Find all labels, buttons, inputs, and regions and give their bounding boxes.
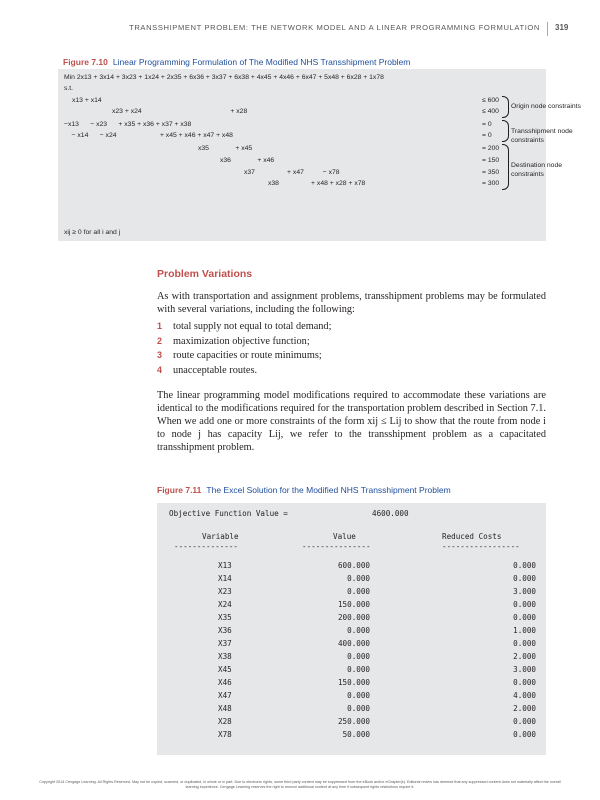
figure-7-11-number: Figure 7.11 (157, 485, 202, 495)
header-rule: --------------- (302, 542, 371, 551)
value-cell: 0.000 (347, 587, 370, 596)
figure-7-10-title: Linear Programming Formulation of The Modified NHS Transshipment Problem (112, 57, 411, 67)
variable-cell: X14 (218, 574, 232, 583)
constraint-row: x35 + x45 (198, 145, 253, 152)
table-row (157, 678, 546, 690)
variable-cell: X28 (218, 717, 232, 726)
list-item: 4 unacceptable routes. (157, 364, 258, 376)
table-row (157, 587, 546, 599)
table-row (157, 561, 546, 573)
constraint-rhs: = 200 (482, 145, 500, 152)
variable-cell: X36 (218, 626, 232, 635)
variable-cell: X23 (218, 587, 232, 596)
variable-cell: X38 (218, 652, 232, 661)
constraint-rhs: = 0 (482, 132, 492, 139)
origin-node-label: Origin node constraints (511, 103, 581, 110)
constraint-row: x13 + x14 (72, 97, 102, 104)
list-item: 1 total supply not equal to total demand; (157, 321, 332, 332)
running-head-title: TRANSSHIPMENT PROBLEM: THE NETWORK MODEL AND A LINEAR PROGRAMMING FORMULATION (129, 23, 540, 32)
table-row (157, 717, 546, 729)
col-header-variable: Variable (202, 532, 239, 541)
variable-cell: X78 (218, 730, 232, 739)
excel-solution-output (157, 503, 546, 755)
reduced-cost-cell: 0.000 (513, 574, 536, 583)
copyright-footer: Copyright 2014 Cengage Learning. All Rights Reserved. May not be copied, scanned, or duplicated, in whole or in part. Due to electronic rights, some third party content may be suppressed from the eBook and/or eChapter(s). Editorial review has deemed that any suppressed content does not materially affect the overall learning experience. Cengage Learning reserves the right to remove additional content at any time if subsequent rights restrictions require it. (39, 780, 561, 789)
variations-intro-paragraph: As with transportation and assignment problems, transshipment problems may be formulated with several variations, including the following: (157, 291, 546, 315)
table-row (157, 626, 546, 638)
lp-formulation-box (58, 69, 581, 241)
objective-function-label: Objective Function Value = (169, 509, 288, 518)
col-header-reduced-costs: Reduced Costs (442, 532, 502, 541)
origin-brace (502, 96, 509, 118)
reduced-cost-cell: 0.000 (513, 639, 536, 648)
figure-7-10-caption (63, 57, 410, 67)
constraint-row: − x14 − x24 + x45 + x46 + x47 + x48 (64, 132, 233, 139)
constraint-rhs: = 0 (482, 121, 492, 128)
subject-to-label: s.t. (64, 85, 74, 92)
transshipment-brace (502, 120, 509, 142)
table-row (157, 613, 546, 625)
reduced-cost-cell: 0.000 (513, 561, 536, 570)
header-rule: -------------- (174, 542, 239, 551)
reduced-cost-cell: 2.000 (513, 652, 536, 661)
reduced-cost-cell: 0.000 (513, 600, 536, 609)
running-head (0, 22, 600, 36)
table-row (157, 730, 546, 742)
variable-cell: X13 (218, 561, 232, 570)
reduced-cost-cell: 4.000 (513, 691, 536, 700)
objective-function: Min 2x13 + 3x14 + 3x23 + 1x24 + 2x35 + 6x36 + 3x37 + 6x38 + 4x45 + 4x46 + 6x47 + 5x48 + 6x28 + 1x78 (64, 74, 384, 81)
nonnegativity-constraint: xij ≥ 0 for all i and j (64, 229, 121, 236)
variable-cell: X46 (218, 678, 232, 687)
reduced-cost-cell: 0.000 (513, 678, 536, 687)
variations-list (157, 321, 331, 379)
constraint-rhs: = 150 (482, 157, 500, 164)
value-cell: 0.000 (347, 652, 370, 661)
value-cell: 400.000 (337, 639, 370, 648)
reduced-cost-cell: 0.000 (513, 717, 536, 726)
reduced-cost-cell: 0.000 (513, 613, 536, 622)
capacitated-paragraph: The linear programming model modifications required to accommodate these variations are identical to the modifications required for the transportation problem described in Section 7.1. When we add one or more constraints of the form xij ≤ Lij to show that the route from node i to node j has capacity Lij, we refer to the transshipment problem as a capacitated transshipment problem. (157, 390, 546, 453)
running-head-divider (547, 22, 548, 36)
value-cell: 0.000 (347, 704, 370, 713)
value-cell: 150.000 (337, 600, 370, 609)
constraint-row: x36 + x46 (220, 157, 275, 164)
table-row (157, 652, 546, 664)
variable-cell: X24 (218, 600, 232, 609)
figure-7-10-number: Figure 7.10 (63, 57, 108, 67)
value-cell: 250.000 (337, 717, 370, 726)
reduced-cost-cell: 1.000 (513, 626, 536, 635)
transshipment-node-label: Transshipment node constraints (511, 128, 573, 144)
variable-cell: X45 (218, 665, 232, 674)
list-item: 2 maximization objective function; (157, 335, 310, 347)
variable-cell: X37 (218, 639, 232, 648)
table-row (157, 574, 546, 586)
table-row (157, 600, 546, 612)
value-cell: 0.000 (347, 665, 370, 674)
page-number: 319 (555, 23, 569, 32)
value-cell: 0.000 (347, 626, 370, 635)
value-cell: 50.000 (342, 730, 370, 739)
constraint-row: −x13 − x23 + x35 + x36 + x37 + x38 (64, 121, 192, 128)
destination-brace (502, 144, 509, 190)
value-cell: 0.000 (347, 691, 370, 700)
col-header-value: Value (333, 532, 356, 541)
variable-cell: X47 (218, 691, 232, 700)
table-row (157, 691, 546, 703)
table-row (157, 665, 546, 677)
value-cell: 200.000 (337, 613, 370, 622)
reduced-cost-cell: 0.000 (513, 730, 536, 739)
constraint-row: x37 + x47 − x78 (244, 169, 340, 176)
value-cell: 0.000 (347, 574, 370, 583)
header-rule: ----------------- (442, 542, 520, 551)
value-cell: 600.000 (337, 561, 370, 570)
figure-7-11-caption (157, 485, 451, 495)
reduced-cost-cell: 3.000 (513, 665, 536, 674)
variable-cell: X35 (218, 613, 232, 622)
reduced-cost-cell: 3.000 (513, 587, 536, 596)
value-cell: 150.000 (337, 678, 370, 687)
constraint-rhs: = 300 (482, 180, 500, 187)
constraint-row: x38 + x48 + x28 + x78 (268, 180, 366, 187)
objective-function-value: 4600.000 (372, 509, 409, 518)
constraint-row: x23 + x24 + x28 (112, 108, 248, 115)
table-row (157, 704, 546, 716)
problem-variations-heading: Problem Variations (157, 268, 253, 280)
destination-node-label: Destination node constraints (511, 162, 563, 178)
constraint-rhs: ≤ 600 (482, 97, 499, 104)
constraint-rhs: = 350 (482, 169, 500, 176)
figure-7-11-title: The Excel Solution for the Modified NHS Transshipment Problem (206, 485, 451, 495)
constraint-rhs: ≤ 400 (482, 108, 499, 115)
table-row (157, 639, 546, 651)
list-item: 3 route capacities or route minimums; (157, 350, 322, 362)
variable-cell: X48 (218, 704, 232, 713)
reduced-cost-cell: 2.000 (513, 704, 536, 713)
